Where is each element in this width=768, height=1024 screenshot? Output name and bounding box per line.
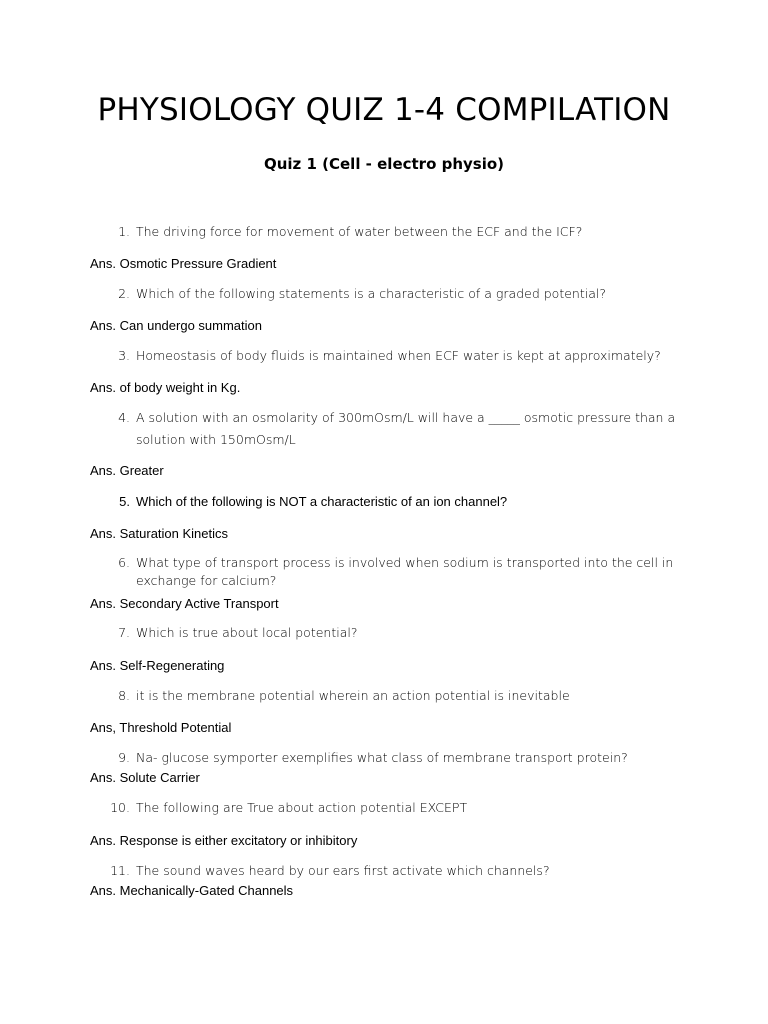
question-text-line-2: solution with 150mOsm/L <box>136 432 296 447</box>
question-5 <box>119 492 508 512</box>
question-1 <box>118 222 583 242</box>
answer-5: Ans. Saturation Kinetics <box>90 526 229 541</box>
answer-6: Ans. Secondary Active Transport <box>90 596 279 611</box>
question-4 <box>118 408 676 450</box>
answer-7: Ans. Self-Regenerating <box>90 658 225 673</box>
answer-4: Ans. Greater <box>90 463 164 478</box>
question-2 <box>118 284 606 304</box>
question-number: 6. <box>118 555 130 570</box>
question-9 <box>118 748 628 768</box>
question-10 <box>110 798 468 818</box>
question-number: 4. <box>118 410 130 425</box>
document-subtitle: Quiz 1 (Cell - electro physio) <box>263 155 505 173</box>
question-text: The driving force for movement of water between the ECF and the ICF? <box>136 224 583 239</box>
question-number: 5. <box>119 494 130 509</box>
question-text: Which is true about local potential? <box>136 625 358 640</box>
answer-10: Ans. Response is either excitatory or inhibitory <box>90 833 358 848</box>
question-number: 10. <box>110 800 130 815</box>
question-number: 7. <box>118 625 130 640</box>
question-text: Homeostasis of body fluids is maintained when ECF water is kept at approximately? <box>136 348 661 363</box>
question-number: 8. <box>118 688 130 703</box>
question-text: Which of the following statements is a characteristic of a graded potential? <box>136 286 606 301</box>
question-number: 3. <box>118 348 130 363</box>
question-text: The sound waves heard by our ears first activate which channels? <box>136 863 550 878</box>
answer-8: Ans, Threshold Potential <box>90 720 232 735</box>
question-number: 9. <box>118 750 130 765</box>
question-text: it is the membrane potential wherein an action potential is inevitable <box>136 688 570 703</box>
answer-1: Ans. Osmotic Pressure Gradient <box>90 256 277 271</box>
question-3 <box>118 346 661 366</box>
question-number: 1. <box>118 224 130 239</box>
question-text: The following are True about action potential EXCEPT <box>136 800 468 815</box>
question-number: 11. <box>110 863 130 878</box>
question-text-line-1: What type of transport process is involved when sodium is transported into the cell in <box>136 555 674 570</box>
answer-11: Ans. Mechanically-Gated Channels <box>90 883 294 898</box>
answer-2: Ans. Can undergo summation <box>90 318 262 333</box>
answer-3: Ans. of body weight in Kg. <box>90 380 241 395</box>
question-number: 2. <box>118 286 130 301</box>
question-text-line-2: exchange for calcium? <box>136 573 277 588</box>
question-text-line-1: A solution with an osmolarity of 300mOsm/L will have a _____ osmotic pressure than a <box>136 410 676 425</box>
question-text: Which of the following is NOT a characteristic of an ion channel? <box>136 494 508 509</box>
question-7 <box>118 623 358 643</box>
question-text: Na- glucose symporter exemplifies what class of membrane transport protein? <box>136 750 628 765</box>
document-title: PHYSIOLOGY QUIZ 1-4 COMPILATION <box>97 92 671 128</box>
question-6 <box>118 554 674 590</box>
question-11 <box>110 861 550 881</box>
question-8 <box>118 686 570 706</box>
answer-9: Ans. Solute Carrier <box>90 770 200 785</box>
